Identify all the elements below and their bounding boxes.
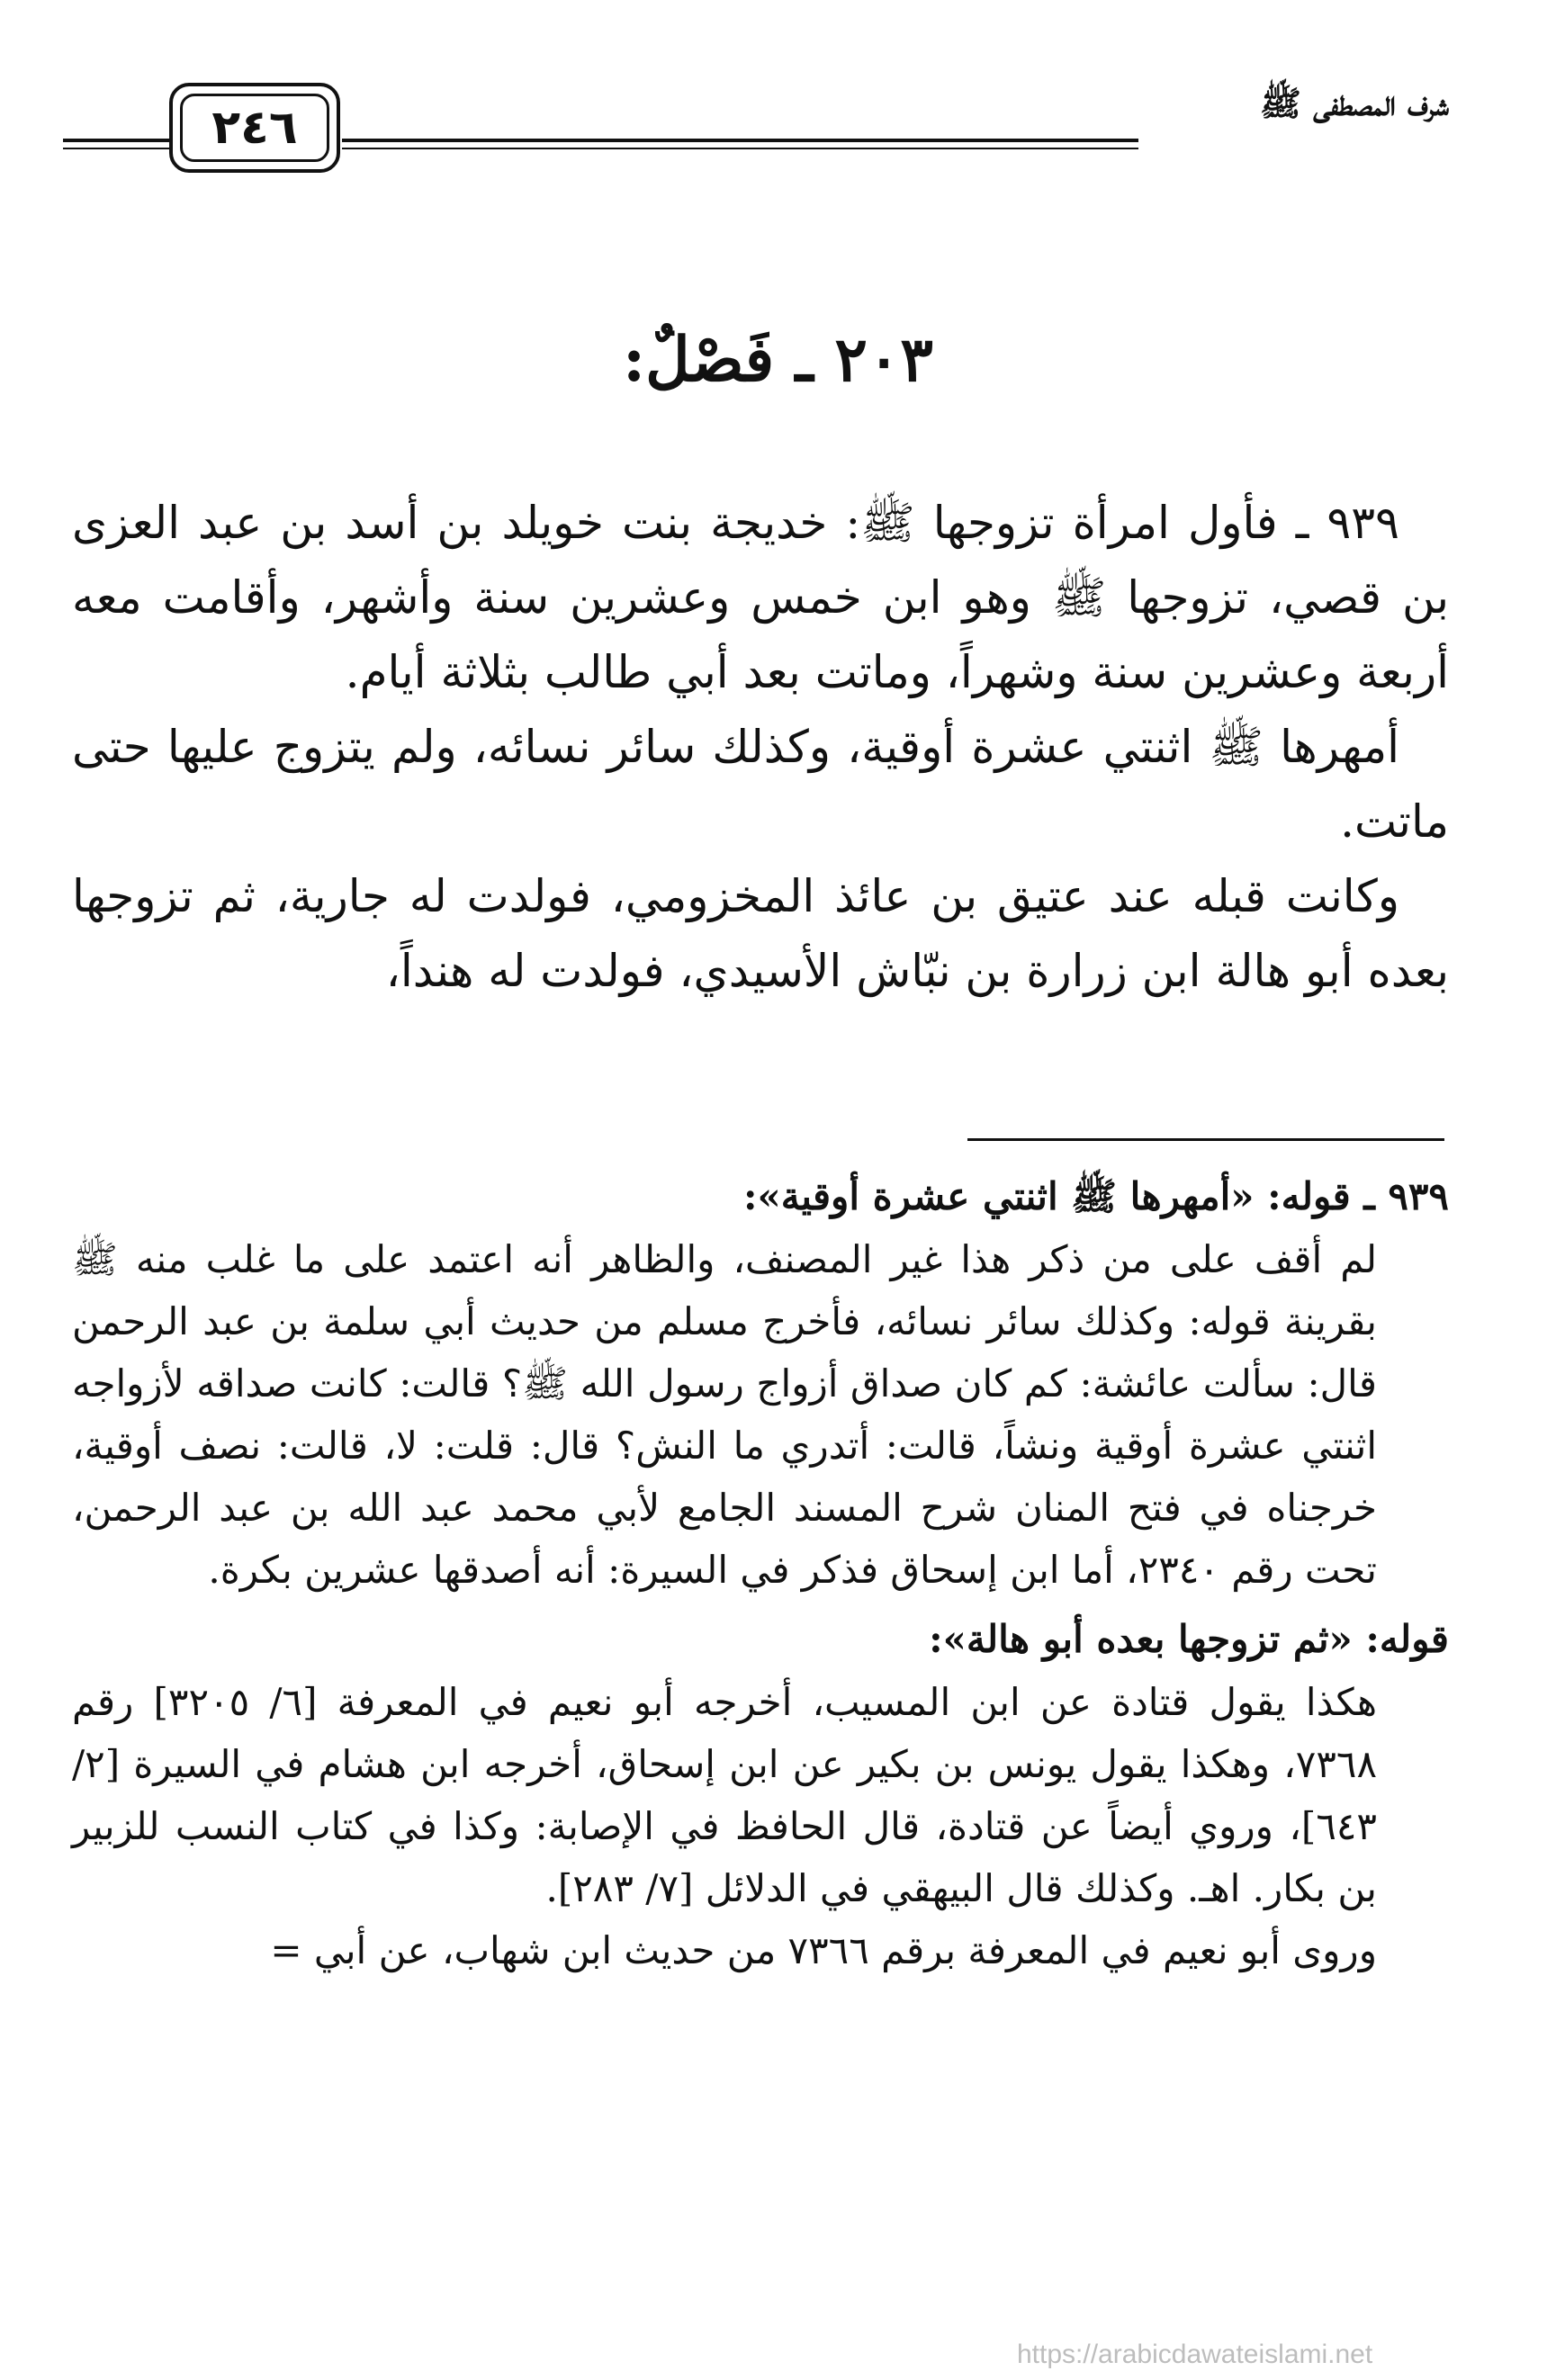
footnote-1-text: لم أقف على من ذكر هذا غير المصنف، والظاهر أنه اعتمد على ما غلب منه ﷺ بقرينة قوله: وكذلك سائر نسائه، فأخرج مسلم من حديث أبي سلمة بن عبد الرحمن قال: سألت عائشة: كم كان صداق أزواج رسول الله ﷺ؟ قالت: كانت صداقه لأزواجه اثنتي عشرة أوقية ونشاً، قالت: أتدري ما النش؟ قال: قلت: لا، قالت: نصف أوقية، خرجناه في فتح المنان شرح المسند الجامع لأبي محمد عبد الله بن عبد الرحمن، تحت رقم ٢٣٤٠، أما ابن إسحاق فذكر في السيرة: أنه أصدقها عشرين بكرة. [72, 1237, 1377, 1592]
page-header [63, 79, 1449, 187]
footnote-2-text: هكذا يقول قتادة عن ابن المسيب، أخرجه أبو نعيم في المعرفة [٦/ ٣٢٠٥] رقم ٧٣٦٨، وهكذا يقول يونس بن بكير عن ابن إسحاق، أخرجه ابن هشام في السيرة [٢/ ٦٤٣]، وروي أيضاً عن قتادة، قال الحافظ في الإصابة: وكذا في كتاب النسب للزبير بن بكار. اهـ. وكذلك قال البيهقي في الدلائل [٧/ ٢٨٣]. [72, 1680, 1377, 1910]
footnote-2 [72, 1608, 1449, 1981]
paragraph-939: ٩٣٩ ـ فأول امرأة تزوجها ﷺ: خديجة بنت خويلد بن أسد بن عبد العزى بن قصي، تزوجها ﷺ وهو ابن خمس وعشرين سنة وأشهر، وأقامت معه أربعة وعشرين سنة وشهراً، وماتت بعد أبي طالب بثلاثة أيام. [72, 497, 1449, 698]
header-rule-left-thick [63, 139, 171, 142]
header-rule-left-thin [63, 148, 171, 149]
running-book-title: شرف المصطفى ﷺ [1260, 83, 1449, 123]
paragraph-dowry: أمهرها ﷺ اثنتي عشرة أوقية، وكذلك سائر نسائه، ولم يتزوج عليها حتى ماتت. [72, 721, 1449, 848]
header-rule-thin [342, 148, 1138, 149]
main-text [72, 486, 1449, 1009]
paragraph-previous-marriages: وكانت قبله عند عتيق بن عائذ المخزومي، فولدت له جارية، ثم تزوجها بعده أبو هالة ابن زرارة بن نبّاش الأسيدي، فولدت له هنداً، [72, 870, 1449, 997]
page-number: ٢٤٦ [180, 94, 329, 162]
footnotes [72, 1165, 1449, 1981]
page-number-frame [169, 83, 340, 173]
footnote-2-heading: قوله: «ثم تزوجها بعده أبو هالة»: [929, 1617, 1449, 1661]
section-heading: ٢٠٣ ـ فَصْلٌ: [623, 324, 933, 396]
source-watermark: https://arabicdawateislami.net [1017, 2340, 1373, 2369]
footnote-divider [967, 1138, 1444, 1141]
footnote-1-heading: ٩٣٩ ـ قوله: «أمهرها ﷺ اثنتي عشرة أوقية»: [743, 1174, 1449, 1218]
header-rule-thick [342, 139, 1138, 142]
footnote-2-continuation: وروى أبو نعيم في المعرفة برقم ٧٣٦٦ من حديث ابن شهاب، عن أبي = [270, 1928, 1377, 1972]
